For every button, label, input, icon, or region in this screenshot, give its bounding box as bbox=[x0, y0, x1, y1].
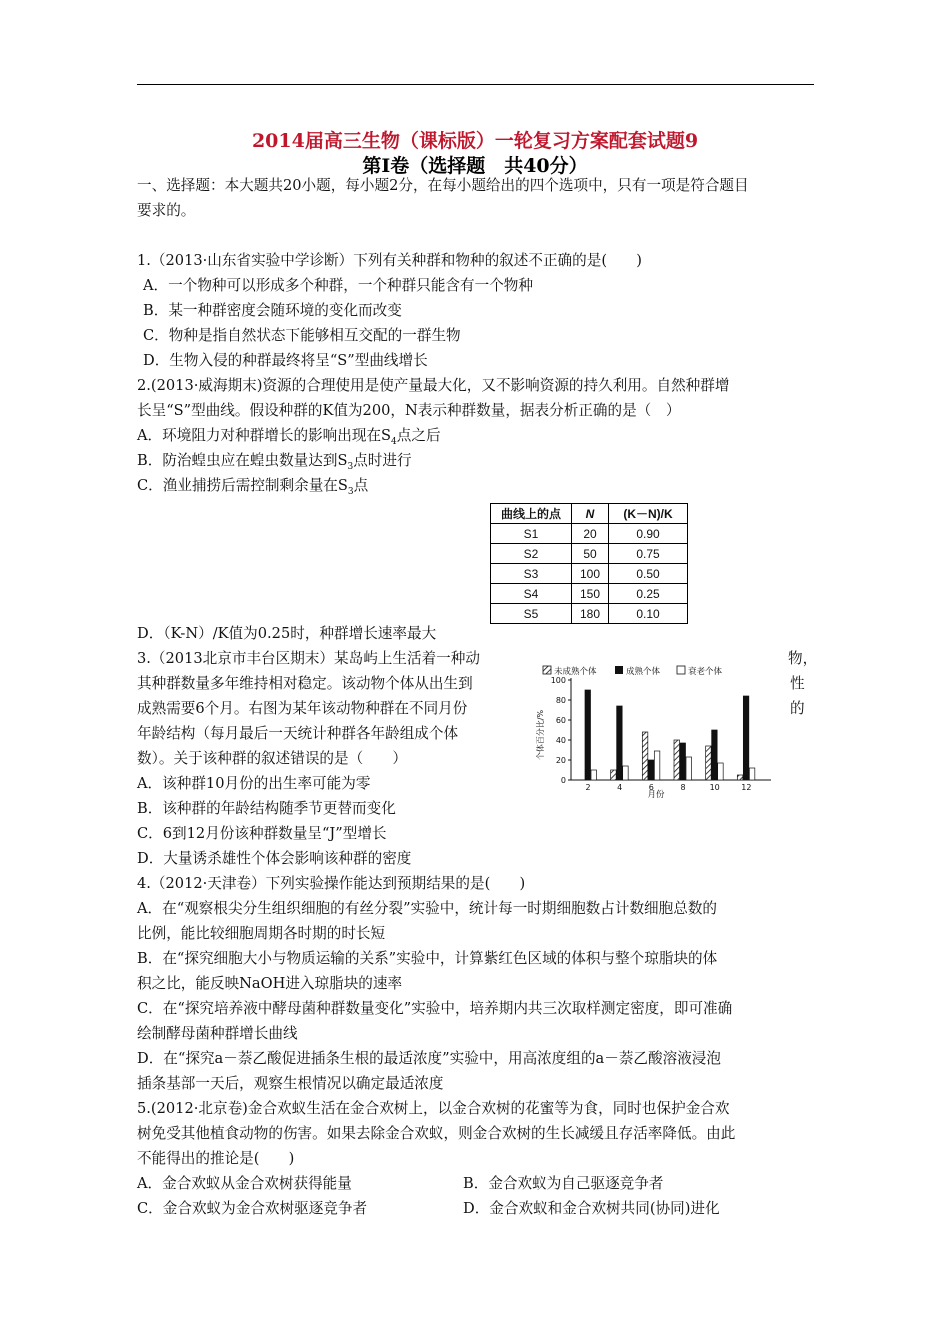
table-cell: 20 bbox=[572, 524, 609, 544]
q3-option-d: D．大量诱杀雄性个体会影响该种群的密度 bbox=[137, 850, 412, 867]
q3-stem-line-3-end: 的 bbox=[790, 700, 805, 717]
table-cell: 50 bbox=[572, 544, 609, 564]
q2-option-c: C．渔业捕捞后需控制剩余量在$S_3$点 bbox=[137, 477, 369, 497]
bar bbox=[654, 751, 660, 780]
q3-stem-line-4: 年龄结构（每月最后一天统计种群各年龄组成个体 bbox=[137, 725, 459, 742]
q4-option-b-line-2: 积之比，能反映NaOH进入琼脂块的速率 bbox=[137, 975, 403, 992]
table-header-row bbox=[491, 504, 688, 524]
y-tick-label: 40 bbox=[555, 736, 566, 745]
q5-stem-line-2: 树免受其他植食动物的伤害。如果去除金合欢蚁，则金合欢树的生长减缓且存活率降低。由此 bbox=[137, 1125, 736, 1142]
x-axis-label: 月份 bbox=[647, 790, 665, 800]
bar bbox=[591, 770, 597, 780]
table-cell: S3 bbox=[491, 564, 572, 584]
q4-option-c-line-2: 绘制酵母菌种群增长曲线 bbox=[137, 1025, 298, 1042]
legend-swatch-old bbox=[677, 666, 685, 674]
q3-stem-line-5: 数）。关于该种群的叙述错误的是（ ） bbox=[137, 750, 407, 767]
table-cell: S5 bbox=[491, 604, 572, 624]
y-tick-label: 0 bbox=[560, 776, 566, 785]
bar bbox=[706, 746, 712, 780]
table-cell: 0.75 bbox=[609, 544, 688, 564]
q3-stem-line-3: 成熟需要6个月。右图为某年该动物种群在不同月份 bbox=[137, 700, 468, 717]
table-cell: 180 bbox=[572, 604, 609, 624]
table-cell: 0.90 bbox=[609, 524, 688, 544]
intro-line-2: 要求的。 bbox=[137, 202, 196, 219]
x-tick-label: 12 bbox=[741, 783, 752, 792]
bar bbox=[737, 775, 743, 780]
legend-label: 未成熟个体 bbox=[554, 667, 597, 677]
bar bbox=[617, 706, 623, 780]
q5-option-b: B．金合欢蚁为自己驱逐竞争者 bbox=[463, 1175, 664, 1192]
q5-option-a: A．金合欢蚁从金合欢树获得能量 bbox=[137, 1175, 352, 1192]
q2-option-a: A．环境阻力对种群增长的影响出现在$S_4$点之后 bbox=[137, 427, 441, 447]
x-tick-label: 4 bbox=[617, 783, 623, 792]
bar bbox=[743, 696, 749, 780]
q3-stem-line-2-end: 性 bbox=[790, 675, 805, 692]
q1-option-c: C．物种是指自然状态下能够相互交配的一群生物 bbox=[143, 327, 461, 344]
bar bbox=[648, 760, 654, 780]
legend-label: 成熟个体 bbox=[626, 667, 661, 677]
table-cell: 0.50 bbox=[609, 564, 688, 584]
bar bbox=[674, 740, 680, 780]
table-cell: S4 bbox=[491, 584, 572, 604]
q5-option-d: D．金合欢蚁和金合欢树共同(协同)进化 bbox=[463, 1200, 720, 1217]
table-cell: 0.25 bbox=[609, 584, 688, 604]
y-tick-label: 80 bbox=[555, 696, 566, 705]
q3-option-a: A．该种群10月份的出生率可能为零 bbox=[137, 775, 371, 792]
q5-stem-line-3: 不能得出的推论是( ) bbox=[137, 1150, 295, 1167]
q4-option-c-line-1: C．在“探究培养液中酵母菌种群数量变化”实验中，培养期内共三次取样测定密度，即可准确 bbox=[137, 1000, 733, 1017]
table-row bbox=[491, 564, 688, 584]
q2-stem-line-1: 2.(2013·威海期末)资源的合理使用是使产量最大化，又不影响资源的持久利用。自然种群增 bbox=[137, 377, 730, 394]
q2-option-b: B．防治蝗虫应在蝗虫数量达到$S_3$点时进行 bbox=[137, 452, 412, 472]
x-tick-label: 2 bbox=[585, 783, 591, 792]
q3-stem-line-1-end: 物， bbox=[788, 650, 818, 667]
header-rule bbox=[137, 84, 814, 85]
q2-stem-line-2: 长呈“S”型曲线。假设种群的K值为200，N表示种群数量，据表分析正确的是（ ） bbox=[137, 402, 681, 419]
q3-stem-line-1: 3.（2013北京市丰台区期末）某岛屿上生活着一种动 bbox=[137, 650, 480, 667]
table-cell: 100 bbox=[572, 564, 609, 584]
table-header: N bbox=[572, 504, 609, 524]
section-title: 第Ⅰ卷（选择题 共40分） bbox=[362, 155, 588, 177]
table-cell: S1 bbox=[491, 524, 572, 544]
q1-option-b: B．某一种群密度会随环境的变化而改变 bbox=[143, 302, 402, 319]
q3-option-c: C．6到12月份该种群数量呈“J”型增长 bbox=[137, 825, 387, 842]
bar bbox=[718, 763, 724, 780]
y-tick-label: 60 bbox=[555, 716, 566, 725]
intro-line-1: 一、选择题：本大题共20小题，每小题2分，在每小题给出的四个选项中，只有一项是符合题目 bbox=[137, 177, 749, 194]
bar bbox=[585, 690, 591, 780]
q4-option-d-line-1: D．在“探究a－萘乙酸促进插条生根的最适浓度”实验中，用高浓度组的a－萘乙酸溶液浸泡 bbox=[137, 1050, 721, 1067]
q1-stem: 1.（2013·山东省实验中学诊断）下列有关种群和物种的叙述不正确的是( ) bbox=[137, 252, 642, 269]
x-tick-label: 10 bbox=[709, 783, 720, 792]
bar bbox=[642, 732, 648, 780]
document-title: 2014届高三生物（课标版）一轮复习方案配套试题9 bbox=[251, 130, 699, 152]
bar bbox=[611, 770, 617, 780]
bar bbox=[712, 730, 718, 780]
table-row bbox=[491, 524, 688, 544]
y-tick-label: 100 bbox=[550, 676, 566, 685]
q2-option-d: D．（K-N）/K值为0.25时，种群增长速率最大 bbox=[137, 625, 437, 642]
legend-swatch-mature bbox=[615, 666, 623, 674]
legend-swatch-immature bbox=[543, 666, 551, 674]
q5-stem-line-1: 5.(2012·北京卷)金合欢蚁生活在金合欢树上，以金合欢树的花蜜等为食，同时也保护金合欢 bbox=[137, 1100, 730, 1117]
bar bbox=[686, 757, 692, 780]
q3-stem-line-2: 其种群数量多年维持相对稳定。该动物个体从出生到 bbox=[137, 675, 473, 692]
table-row bbox=[491, 584, 688, 604]
table-cell: 0.10 bbox=[609, 604, 688, 624]
q4-option-d-line-2: 插条基部一天后，观察生根情况以确定最适浓度 bbox=[137, 1075, 444, 1092]
x-tick-label: 8 bbox=[680, 783, 686, 792]
bar bbox=[680, 743, 686, 780]
q4-option-b-line-1: B．在“探究细胞大小与物质运输的关系”实验中，计算紫红色区域的体积与整个琼脂块的体 bbox=[137, 950, 718, 967]
legend-label: 衰老个体 bbox=[688, 667, 723, 677]
table-header: 曲线上的点 bbox=[491, 504, 572, 524]
y-tick-label: 20 bbox=[555, 756, 566, 765]
age-structure-chart bbox=[531, 660, 781, 800]
table-header: (K－N)/K bbox=[609, 504, 688, 524]
q4-stem: 4.（2012·天津卷）下列实验操作能达到预期结果的是( ) bbox=[137, 875, 526, 892]
y-axis-label: 个体百分比/% bbox=[536, 709, 545, 761]
table-row bbox=[491, 544, 688, 564]
bar bbox=[749, 768, 755, 780]
q3-option-b: B．该种群的年龄结构随季节更替而变化 bbox=[137, 800, 396, 817]
population-table bbox=[490, 503, 688, 624]
q5-option-c: C．金合欢蚁为金合欢树驱逐竞争者 bbox=[137, 1200, 368, 1217]
table-row bbox=[491, 604, 688, 624]
q4-option-a-line-1: A．在“观察根尖分生组织细胞的有丝分裂”实验中，统计每一时期细胞数占计数细胞总数的 bbox=[137, 900, 718, 917]
table-cell: 150 bbox=[572, 584, 609, 604]
bar bbox=[623, 766, 629, 780]
q1-option-d: D．生物入侵的种群最终将呈“S”型曲线增长 bbox=[143, 352, 428, 369]
q1-option-a: A．一个物种可以形成多个种群，一个种群只能含有一个物种 bbox=[143, 277, 533, 294]
x-tick-label: 6 bbox=[648, 783, 654, 792]
table-cell: S2 bbox=[491, 544, 572, 564]
q4-option-a-line-2: 比例，能比较细胞周期各时期的时长短 bbox=[137, 925, 386, 942]
